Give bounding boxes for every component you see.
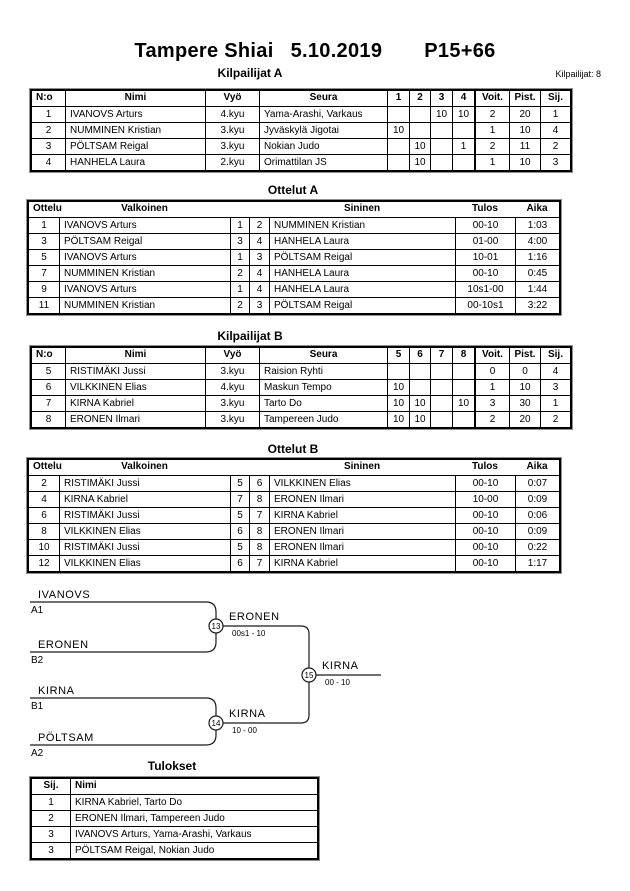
cell: RISTIMÄKI Jussi xyxy=(59,476,230,491)
cell: 10 xyxy=(409,139,430,154)
cell: 2 xyxy=(474,107,509,122)
ottelut-b-table xyxy=(27,458,561,573)
cell: 1:16 xyxy=(515,250,559,265)
table-row xyxy=(32,138,570,154)
cell: 5 xyxy=(230,540,249,555)
header-cell: Valkoinen xyxy=(121,203,168,214)
header-cell: Pist. xyxy=(509,348,540,363)
cell: HANHELA Laura xyxy=(269,266,455,281)
table-row xyxy=(32,106,570,122)
cell: HANHELA Laura xyxy=(65,155,205,170)
cell: 2 xyxy=(540,412,570,427)
cell: 10s1-00 xyxy=(455,282,515,297)
cell: 3 xyxy=(249,250,269,265)
header-cell: Voit. xyxy=(474,348,509,363)
header-cell: Seura xyxy=(259,91,387,106)
cell: 10-01 xyxy=(455,250,515,265)
cell: 0:09 xyxy=(515,524,559,539)
weight-category: P15+66 xyxy=(424,40,496,62)
cell: PÖLTSAM Reigal xyxy=(65,139,205,154)
table-row xyxy=(29,475,559,491)
cell: 2 xyxy=(474,412,509,427)
cell: 2 xyxy=(41,478,47,489)
cell: 7 xyxy=(45,398,52,409)
cell: 5 xyxy=(230,476,249,491)
cell: 10 xyxy=(509,155,540,170)
cell: 8 xyxy=(249,540,269,555)
cell: 4 xyxy=(540,123,570,138)
cell xyxy=(430,380,452,395)
cell: 7 xyxy=(230,492,249,507)
cell: 0:06 xyxy=(515,508,559,523)
header-cell: Sij. xyxy=(43,780,59,791)
cell: 01-00 xyxy=(455,234,515,249)
cell: 1 xyxy=(540,396,570,411)
header-cell xyxy=(230,202,269,217)
header-cell: Aika xyxy=(526,461,548,472)
cell: 8 xyxy=(249,524,269,539)
cell: PÖLTSAM Reigal, Nokian Judo xyxy=(70,843,317,858)
cell: 10 xyxy=(387,380,409,395)
cell: 1 xyxy=(230,218,249,233)
section-heading-ottelut-b: Ottelut B xyxy=(267,442,319,456)
header-cell: Tulos xyxy=(472,203,498,214)
match-number: 13 xyxy=(211,622,221,631)
table-row xyxy=(29,491,559,507)
cell: 0:22 xyxy=(515,540,559,555)
cell xyxy=(387,364,409,379)
header-cell: 5 xyxy=(387,348,409,363)
table-header-row xyxy=(29,460,559,475)
ottelut-a-table xyxy=(27,200,561,315)
cell: NUMMINEN Kristian xyxy=(59,298,230,313)
header-cell: Nimi xyxy=(65,91,205,106)
cell xyxy=(452,380,474,395)
header-cell: 4 xyxy=(452,91,474,106)
cell xyxy=(430,364,452,379)
cell: 8 xyxy=(45,414,52,425)
cell: HANHELA Laura xyxy=(269,282,455,297)
cell: NUMMINEN Kristian xyxy=(269,218,455,233)
cell xyxy=(452,364,474,379)
bracket-score: 10 - 00 xyxy=(232,726,257,735)
cell: 1 xyxy=(474,123,509,138)
bracket-winner-name: KIRNA xyxy=(229,708,266,720)
bracket-slot-name: KIRNA xyxy=(38,685,75,697)
cell: VILKKINEN Elias xyxy=(59,524,230,539)
cell: 3 xyxy=(230,234,249,249)
cell: 1 xyxy=(45,109,52,120)
cell: IVANOVS Arturs xyxy=(59,218,230,233)
cell: 1 xyxy=(230,250,249,265)
cell: KIRNA Kabriel xyxy=(59,492,230,507)
cell: 1 xyxy=(230,282,249,297)
header-cell: Nimi xyxy=(70,779,317,794)
cell: 20 xyxy=(509,412,540,427)
header-cell: Aika xyxy=(526,203,548,214)
table-row xyxy=(29,217,559,233)
section-heading-kilpailijat-a: Kilpailijat A xyxy=(217,66,283,80)
bracket-seed: A1 xyxy=(31,605,44,616)
table-header-row xyxy=(32,779,317,794)
cell xyxy=(409,380,430,395)
match-number: 15 xyxy=(304,671,314,680)
cell: 6 xyxy=(230,556,249,571)
cell: 5 xyxy=(230,508,249,523)
cell: 0 xyxy=(474,364,509,379)
cell xyxy=(452,155,474,170)
cell xyxy=(409,107,430,122)
header-cell: Valkoinen xyxy=(121,461,168,472)
header-cell: N:o xyxy=(36,92,53,103)
cell xyxy=(452,123,474,138)
header-cell: Sij. xyxy=(540,348,570,363)
match-number: 14 xyxy=(211,719,221,728)
cell: Jyväskylä Jigotai xyxy=(259,123,387,138)
cell: 1 xyxy=(41,220,47,231)
cell: 6 xyxy=(45,382,52,393)
cell: 3.kyu xyxy=(205,123,259,138)
cell: Maskun Tempo xyxy=(259,380,387,395)
cell: 5 xyxy=(45,366,52,377)
table-row xyxy=(29,507,559,523)
header-cell: 7 xyxy=(430,348,452,363)
header-cell: Vyö xyxy=(205,348,259,363)
header-cell: Sininen xyxy=(343,461,381,472)
table-row xyxy=(29,297,559,313)
cell: 10 xyxy=(452,107,474,122)
cell: 1 xyxy=(474,380,509,395)
bracket-slot-name: ERONEN xyxy=(38,639,89,651)
cell: 3 xyxy=(48,829,54,840)
header-cell: Ottelu xyxy=(33,203,62,214)
bracket-seed: B1 xyxy=(31,701,44,712)
cell: 6 xyxy=(249,476,269,491)
table-row xyxy=(32,794,317,810)
cell: 0 xyxy=(509,364,540,379)
cell: 2 xyxy=(474,139,509,154)
cell xyxy=(430,155,452,170)
table-header-row xyxy=(29,202,559,217)
cell: 1 xyxy=(452,139,474,154)
cell: 00-10 xyxy=(455,508,515,523)
cell: 20 xyxy=(509,107,540,122)
section-heading-tulokset: Tulokset xyxy=(147,759,197,773)
cell: 3:22 xyxy=(515,298,559,313)
cell: 3.kyu xyxy=(205,364,259,379)
table-row xyxy=(29,539,559,555)
table-row xyxy=(32,154,570,170)
cell: IVANOVS Arturs xyxy=(65,107,205,122)
cell: 4 xyxy=(249,282,269,297)
table-row xyxy=(32,379,570,395)
cell: Nokian Judo xyxy=(259,139,387,154)
header-cell: 1 xyxy=(387,91,409,106)
cell: 8 xyxy=(41,526,47,537)
cell xyxy=(409,123,430,138)
cell: ERONEN Ilmari xyxy=(269,492,455,507)
bracket-slot-name: PÖLTSAM xyxy=(38,732,94,744)
cell: 3 xyxy=(474,396,509,411)
cell: 10 xyxy=(387,412,409,427)
table-row xyxy=(32,395,570,411)
cell: 2 xyxy=(540,139,570,154)
cell: 10 xyxy=(409,155,430,170)
bracket-line xyxy=(30,602,216,619)
cell xyxy=(387,155,409,170)
cell: Tarto Do xyxy=(259,396,387,411)
header-cell: Pist. xyxy=(509,91,540,106)
cell: 10-00 xyxy=(455,492,515,507)
kilpailijat-a-table xyxy=(30,89,572,172)
bracket-seed: B2 xyxy=(31,655,44,666)
cell xyxy=(387,107,409,122)
cell: 12 xyxy=(38,558,50,569)
cell: RISTIMÄKI Jussi xyxy=(59,508,230,523)
cell xyxy=(430,123,452,138)
cell: 10 xyxy=(509,380,540,395)
cell: 00-10 xyxy=(455,218,515,233)
competitors-count: Kilpailijat: 8 xyxy=(555,69,601,79)
cell: 3.kyu xyxy=(205,139,259,154)
bracket-slot-name: IVANOVS xyxy=(38,589,91,601)
cell: KIRNA Kabriel xyxy=(269,556,455,571)
table-row xyxy=(29,265,559,281)
cell: ERONEN Ilmari, Tampereen Judo xyxy=(70,811,317,826)
cell: 3 xyxy=(45,141,52,152)
table-row xyxy=(29,281,559,297)
tulokset-table xyxy=(30,777,319,860)
cell: VILKKINEN Elias xyxy=(269,476,455,491)
table-row xyxy=(29,523,559,539)
cell: 0:45 xyxy=(515,266,559,281)
header-cell: 8 xyxy=(452,348,474,363)
table-row xyxy=(32,810,317,826)
table-row xyxy=(32,363,570,379)
cell: 5 xyxy=(41,252,47,263)
cell: 2 xyxy=(48,813,54,824)
cell: 30 xyxy=(509,396,540,411)
cell: 4 xyxy=(45,157,52,168)
header-cell: Sininen xyxy=(343,203,381,214)
section-heading-kilpailijat-b: Kilpailijat B xyxy=(217,329,283,343)
table-header-row xyxy=(32,348,570,363)
cell: VILKKINEN Elias xyxy=(59,556,230,571)
cell: 00-10 xyxy=(455,556,515,571)
bracket-score: 00 - 10 xyxy=(325,678,350,687)
header-cell: Sij. xyxy=(540,91,570,106)
cell: PÖLTSAM Reigal xyxy=(269,250,455,265)
cell: 3 xyxy=(41,236,47,247)
cell: 4.kyu xyxy=(205,107,259,122)
event-date: 5.10.2019 xyxy=(290,40,383,62)
cell: ERONEN Ilmari xyxy=(65,412,205,427)
cell: Raision Ryhti xyxy=(259,364,387,379)
cell: 7 xyxy=(249,508,269,523)
cell: 00-10 xyxy=(455,540,515,555)
cell: 00-10s1 xyxy=(455,298,515,313)
cell xyxy=(387,139,409,154)
cell: VILKKINEN Elias xyxy=(65,380,205,395)
cell: 7 xyxy=(249,556,269,571)
cell: NUMMINEN Kristian xyxy=(59,266,230,281)
table-row xyxy=(29,249,559,265)
cell: IVANOVS Arturs xyxy=(59,282,230,297)
cell xyxy=(409,364,430,379)
cell: 4:00 xyxy=(515,234,559,249)
cell: 0:09 xyxy=(515,492,559,507)
header-cell: Voit. xyxy=(474,91,509,106)
cell: 2 xyxy=(249,218,269,233)
cell: Tampereen Judo xyxy=(259,412,387,427)
cell: 00-10 xyxy=(455,476,515,491)
cell: 10 xyxy=(387,123,409,138)
cell: 10 xyxy=(409,396,430,411)
final-bracket xyxy=(0,582,630,767)
cell: 4 xyxy=(540,364,570,379)
cell: 11 xyxy=(509,139,540,154)
cell: 3 xyxy=(48,845,54,856)
cell: 9 xyxy=(41,284,47,295)
cell: 10 xyxy=(452,396,474,411)
header-cell: Seura xyxy=(259,348,387,363)
bracket-line xyxy=(30,698,216,716)
cell xyxy=(430,139,452,154)
cell: IVANOVS Arturs, Yama-Arashi, Varkaus xyxy=(70,827,317,842)
cell: 10 xyxy=(387,396,409,411)
cell: HANHELA Laura xyxy=(269,234,455,249)
cell: PÖLTSAM Reigal xyxy=(269,298,455,313)
cell: 2 xyxy=(230,266,249,281)
cell: 1:17 xyxy=(515,556,559,571)
kilpailijat-b-table xyxy=(30,346,572,429)
cell: ERONEN Ilmari xyxy=(269,540,455,555)
header-cell: Tulos xyxy=(472,461,498,472)
table-row xyxy=(29,233,559,249)
header-cell: 2 xyxy=(409,91,430,106)
section-heading-ottelut-a: Ottelut A xyxy=(267,183,319,197)
cell: KIRNA Kabriel, Tarto Do xyxy=(70,795,317,810)
cell xyxy=(430,396,452,411)
bracket-seed: A2 xyxy=(31,748,44,759)
bracket-winner-name: ERONEN xyxy=(229,611,280,623)
cell: 00-10 xyxy=(455,524,515,539)
table-header-row xyxy=(32,91,570,106)
cell: 2 xyxy=(230,298,249,313)
cell: 8 xyxy=(249,492,269,507)
cell: RISTIMÄKI Jussi xyxy=(59,540,230,555)
table-row xyxy=(29,555,559,571)
cell: 4 xyxy=(41,494,47,505)
cell: 11 xyxy=(38,300,50,311)
header-cell: N:o xyxy=(36,349,53,360)
cell: 10 xyxy=(509,123,540,138)
cell: 4 xyxy=(249,234,269,249)
cell: NUMMINEN Kristian xyxy=(65,123,205,138)
cell: 3 xyxy=(249,298,269,313)
cell: 3 xyxy=(540,155,570,170)
cell: PÖLTSAM Reigal xyxy=(59,234,230,249)
cell: 2 xyxy=(45,125,52,136)
cell: 3.kyu xyxy=(205,396,259,411)
header-cell xyxy=(230,460,269,475)
cell: ERONEN Ilmari xyxy=(269,524,455,539)
cell: 0:07 xyxy=(515,476,559,491)
header-cell: Ottelu xyxy=(33,461,62,472)
table-row xyxy=(32,411,570,427)
cell: 10 xyxy=(38,542,50,553)
cell: 10 xyxy=(430,107,452,122)
cell: 7 xyxy=(41,268,47,279)
cell: IVANOVS Arturs xyxy=(59,250,230,265)
header-cell: Nimi xyxy=(65,348,205,363)
bracket-winner-name: KIRNA xyxy=(322,660,359,672)
table-row xyxy=(32,842,317,858)
header-cell: 3 xyxy=(430,91,452,106)
event-name: Tampere Shiai xyxy=(134,40,274,62)
cell: 6 xyxy=(41,510,47,521)
cell: RISTIMÄKI Jussi xyxy=(65,364,205,379)
cell: 1 xyxy=(48,797,54,808)
cell: 4.kyu xyxy=(205,380,259,395)
header-cell: Vyö xyxy=(205,91,259,106)
cell: 3.kyu xyxy=(205,412,259,427)
cell: KIRNA Kabriel xyxy=(269,508,455,523)
cell: 1 xyxy=(474,155,509,170)
cell: Yama-Arashi, Varkaus xyxy=(259,107,387,122)
table-row xyxy=(32,122,570,138)
cell: KIRNA Kabriel xyxy=(65,396,205,411)
cell: 4 xyxy=(249,266,269,281)
cell xyxy=(452,412,474,427)
cell xyxy=(430,412,452,427)
cell: 2.kyu xyxy=(205,155,259,170)
table-row xyxy=(32,826,317,842)
cell: 1:44 xyxy=(515,282,559,297)
header-cell: 6 xyxy=(409,348,430,363)
cell: 3 xyxy=(540,380,570,395)
cell: 1 xyxy=(540,107,570,122)
cell: 1:03 xyxy=(515,218,559,233)
bracket-score: 00s1 - 10 xyxy=(232,629,266,638)
cell: Orimattilan JS xyxy=(259,155,387,170)
cell: 6 xyxy=(230,524,249,539)
cell: 10 xyxy=(409,412,430,427)
page-title xyxy=(0,40,630,63)
cell: 00-10 xyxy=(455,266,515,281)
